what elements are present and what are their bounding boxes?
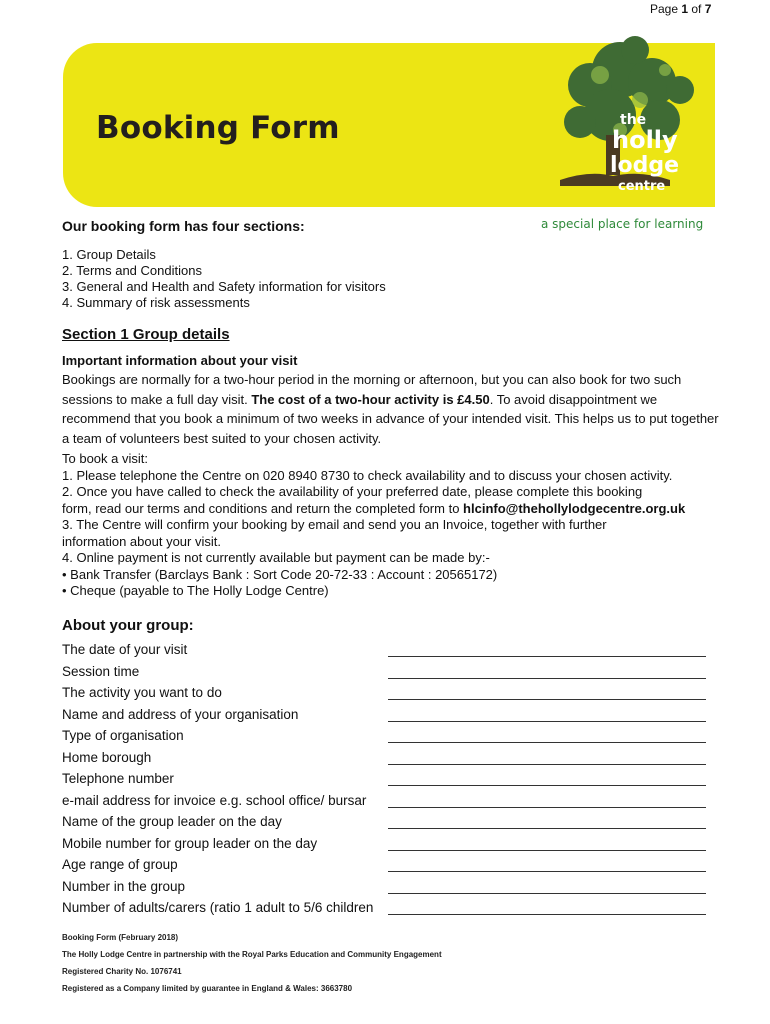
form-row-visit-date: The date of your visit	[62, 642, 712, 663]
step-2: 2. Once you have called to check the availability of your preferred date, please complete this booking	[62, 484, 643, 499]
step-3-cont: information about your visit.	[62, 533, 221, 549]
footer-charity-no: Registered Charity No. 1076741	[62, 967, 182, 976]
step-3: 3. The Centre will confirm your booking by email and send you an Invoice, together with further	[62, 517, 607, 532]
telephone-field[interactable]	[388, 785, 706, 786]
logo-word-centre: centre	[618, 179, 666, 194]
to-book-heading: To book a visit:	[62, 451, 148, 466]
page-indicator: Page 1 of 7	[650, 2, 712, 16]
invoice-email-field[interactable]	[388, 807, 706, 808]
visit-date-field[interactable]	[388, 656, 706, 657]
borough-field[interactable]	[388, 764, 706, 765]
step-1: 1. Please telephone the Centre on 020 8940 8730 to check availability and to discuss your chosen activity.	[62, 467, 673, 483]
list-item: 4. Summary of risk assessments	[62, 295, 250, 310]
form-title: Booking Form	[96, 110, 340, 146]
logo-word-lodge: lodge	[610, 153, 680, 178]
form-row-group-size: Number in the group	[62, 879, 712, 900]
org-type-field[interactable]	[388, 742, 706, 743]
form-row-group-leader: Name of the group leader on the day	[62, 814, 712, 835]
footer-company-reg: Registered as a Company limited by guarantee in England & Wales: 3663780	[62, 984, 353, 993]
visit-info-subheading: Important information about your visit	[62, 353, 298, 368]
intro-heading: Our booking form has four sections:	[62, 218, 305, 234]
footer-partnership: The Holly Lodge Centre in partnership with the Royal Parks Education and Community Engagement	[62, 950, 442, 959]
list-item: 1. Group Details	[62, 247, 156, 262]
form-row-organisation: Name and address of your organisation	[62, 707, 712, 728]
form-row-org-type: Type of organisation	[62, 728, 712, 749]
holly-lodge-logo	[520, 30, 720, 210]
tagline: a special place for learning	[541, 217, 704, 231]
form-row-borough: Home borough	[62, 750, 712, 771]
contact-email-link[interactable]: hlcinfo@thehollylodgecentre.org.uk	[463, 500, 686, 516]
logo-word-the: the	[620, 112, 647, 128]
visit-info-paragraph: Bookings are normally for a two-hour period in the morning or afternoon, but you can also book for two such sessions to make a full day visit. The cost of a two-hour activity is £4.50. To avoid disappointment we recommend that you book a minimum of two weeks in advance of your intended visit. This helps us to put together a team of volunteers best suited to your chosen activity.	[62, 372, 719, 446]
step-2-cont: form, read our terms and conditions and return the completed form to hlcinfo@thehollylodgecentre.org.uk	[62, 500, 686, 516]
adults-field[interactable]	[388, 914, 706, 915]
section-heading: Section 1 Group details	[62, 326, 230, 343]
sections-list	[62, 247, 386, 311]
leader-mobile-field[interactable]	[388, 850, 706, 851]
form-row-age-range: Age range of group	[62, 857, 712, 878]
about-group-heading: About your group:	[62, 617, 194, 634]
form-row-adults: Number of adults/carers (ratio 1 adult to 5/6 children	[62, 900, 712, 921]
step-4: 4. Online payment is not currently available but payment can be made by:-	[62, 550, 490, 565]
footer-form-date: Booking Form (February 2018)	[62, 933, 179, 942]
form-row-invoice-email: e-mail address for invoice e.g. school office/ bursar	[62, 793, 712, 814]
session-time-field[interactable]	[388, 678, 706, 679]
group-size-field[interactable]	[388, 893, 706, 894]
form-row-leader-mobile: Mobile number for group leader on the day	[62, 836, 712, 857]
age-range-field[interactable]	[388, 871, 706, 872]
list-item: 3. General and Health and Safety information for visitors	[62, 279, 386, 294]
payment-bank: • Bank Transfer (Barclays Bank : Sort Code 20-72-33 : Account : 20565172)	[62, 566, 498, 582]
booking-steps	[62, 451, 722, 600]
form-row-telephone: Telephone number	[62, 771, 712, 792]
list-item: 2. Terms and Conditions	[62, 263, 202, 278]
group-leader-field[interactable]	[388, 828, 706, 829]
activity-field[interactable]	[388, 699, 706, 700]
form-row-session-time: Session time	[62, 664, 712, 685]
organisation-field[interactable]	[388, 721, 706, 722]
form-row-activity: The activity you want to do	[62, 685, 712, 706]
logo-word-holly: holly	[612, 126, 678, 154]
payment-cheque: • Cheque (payable to The Holly Lodge Centre)	[62, 583, 329, 598]
